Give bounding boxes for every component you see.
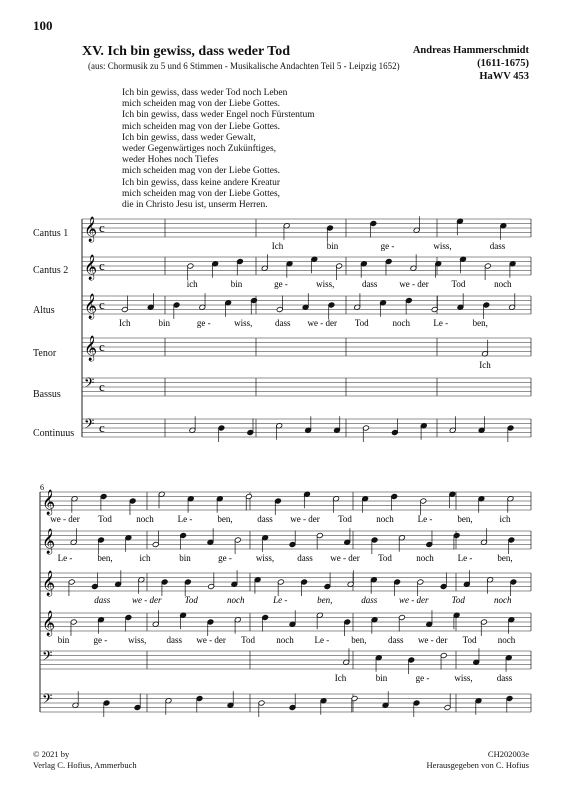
time-signature: c	[99, 220, 105, 235]
composer-dates: (1611-1675)	[477, 58, 529, 69]
text-line: die in Christo Jesu ist, unserm Herren.	[122, 200, 268, 211]
lyric-syllable: Ich	[334, 673, 347, 683]
lyric-syllable: ge -	[274, 279, 288, 289]
voice-label-continuus: Continuus	[33, 428, 75, 439]
lyric-syllable: Le -	[273, 595, 288, 605]
lyric-syllable: Tod	[378, 553, 392, 563]
editor-credit: Herausgegeben von C. Hofius	[426, 760, 529, 770]
text-line: Ich bin gewiss, dass weder Engel noch Fürstentum	[122, 110, 315, 121]
edition-code: CH202003e	[487, 749, 529, 759]
lyric-syllable: Tod	[241, 635, 256, 645]
text-line: Ich bin gewiss, dass weder Gewalt,	[122, 132, 256, 143]
time-signature: c	[99, 379, 105, 394]
footer-right	[427, 749, 529, 771]
voice-label-tenor: Tenor	[33, 348, 57, 359]
lyric-syllable: dass	[297, 553, 313, 563]
lyric-syllable: wiss,	[433, 241, 452, 251]
lyric-syllable: we - der	[399, 595, 429, 605]
lyric-syllable: noch	[376, 514, 394, 524]
lyric-syllable: dass	[361, 279, 378, 289]
lyric-syllable: ge -	[218, 553, 232, 563]
lyric-syllable: Ich	[271, 241, 284, 251]
voice-label-bassus: Bassus	[33, 389, 61, 400]
lyric-syllable: bin	[179, 553, 191, 563]
text-line: Ich bin gewiss, dass weder Tod noch Leben	[122, 88, 288, 98]
lyric-syllable: wiss,	[234, 318, 253, 328]
lyric-syllable: wiss,	[128, 635, 147, 645]
lyric-syllable: dass	[275, 318, 291, 328]
treble-clef-icon: 𝄞	[84, 216, 98, 241]
bass-clef-icon: 𝄢	[84, 377, 95, 394]
treble-clef-icon: 𝄞	[42, 489, 56, 514]
lyric-syllable: Le -	[457, 553, 473, 563]
lyric-syllable: Le -	[57, 553, 73, 563]
lyric-syllable: Ich	[479, 360, 491, 370]
lyric-syllable: Tod	[98, 514, 112, 524]
footer-left	[33, 749, 137, 771]
treble-clef-icon: 𝄞	[42, 570, 56, 595]
page-number: 100	[33, 18, 53, 33]
lyric-syllable: Tod	[451, 279, 466, 289]
time-signature: c	[99, 297, 105, 312]
lyric-syllable: Le -	[433, 318, 449, 328]
lyric-syllable: we - der	[399, 279, 429, 289]
text-line: weder Hohes noch Tiefes	[122, 155, 219, 166]
time-signature: c	[99, 420, 105, 435]
lyric-syllable: noch	[416, 553, 434, 563]
lyric-syllable: Tod	[354, 318, 369, 328]
lyric-syllable: ich	[139, 553, 151, 563]
lyric-syllable: ge -	[196, 318, 211, 328]
treble-clef-icon: 𝄞	[84, 293, 98, 318]
lyric-syllable: dass	[94, 595, 111, 605]
lyric-syllable: noch	[136, 514, 154, 524]
publisher: Verlag C. Hofius, Ammerbuch	[33, 760, 137, 770]
lyric-syllable: noch	[276, 635, 294, 645]
treble-clef-icon: 𝄞	[84, 335, 98, 360]
lyric-syllable: bin	[230, 279, 243, 289]
lyric-syllable: Tod	[338, 514, 352, 524]
voice-label-cantus1: Cantus 1	[33, 228, 69, 239]
lyric-syllable: dass	[388, 635, 404, 645]
lyric-syllable: Le -	[314, 635, 330, 645]
text-line: mich scheiden mag von der Liebe Gottes.	[122, 121, 281, 132]
bass-clef-icon: 𝄢	[84, 418, 95, 435]
lyric-syllable: noch	[227, 595, 245, 605]
measure-number: 6	[40, 483, 44, 492]
time-signature: c	[99, 258, 105, 273]
text-line: weder Gegenwärtiges noch Zukünftiges,	[122, 144, 277, 155]
lyric-syllable: ben,	[97, 553, 113, 563]
lyric-syllable: we - der	[307, 318, 337, 328]
text-line: Ich bin gewiss, dass keine andere Kreatur	[122, 177, 281, 188]
time-signature: c	[99, 339, 105, 354]
bass-clef-icon: 𝄢	[42, 693, 53, 710]
text-line: mich scheiden mag von der Liebe Gottes.	[122, 99, 281, 110]
treble-clef-icon: 𝄞	[84, 254, 98, 279]
text-line: mich scheiden mag von der Liebe Gottes.	[122, 166, 281, 177]
lyric-syllable: noch	[494, 279, 512, 289]
lyric-syllable: we - der	[290, 514, 320, 524]
lyric-syllable: we - der	[132, 595, 162, 605]
treble-clef-icon: 𝄞	[42, 528, 56, 553]
lyric-syllable: dass	[257, 514, 273, 524]
sung-lyrics	[50, 241, 516, 683]
treble-clef-icon: 𝄞	[42, 610, 56, 635]
source-subtitle: (aus: Chormusik zu 5 und 6 Stimmen - Musikalische Andachten Teil 5 - Leipzig 1652)	[88, 61, 400, 71]
lyric-syllable: Tod	[451, 595, 465, 605]
composer-name: Andreas Hammerschmidt	[412, 45, 529, 56]
lyric-syllable: we - der	[196, 635, 226, 645]
lyric-syllable: noch	[392, 318, 410, 328]
bass-clef-icon: 𝄢	[42, 650, 53, 667]
voice-label-altus: Altus	[33, 305, 55, 316]
lyric-syllable: Le -	[417, 514, 433, 524]
lyric-syllable: ben,	[317, 595, 333, 605]
lyric-syllable: dass	[361, 595, 378, 605]
lyric-syllable: bin	[326, 241, 339, 251]
catalog-number: HaWV 453	[479, 71, 529, 82]
lyric-syllable: wiss,	[316, 279, 335, 289]
lyric-syllable: Tod	[462, 635, 477, 645]
lyric-syllable: dass	[166, 635, 182, 645]
lyric-syllable: we - der	[50, 514, 80, 524]
copyright: © 2021 by	[33, 749, 70, 759]
text-line: mich scheiden mag von der Liebe Gottes,	[122, 188, 281, 199]
lyric-syllable: Tod	[184, 595, 198, 605]
lyric-syllable: wiss,	[255, 553, 275, 563]
lyric-syllable: we - der	[417, 635, 448, 645]
lyric-syllable: we - der	[330, 553, 360, 563]
lyric-syllable: ben,	[351, 635, 367, 645]
lyric-syllable: bin	[375, 673, 388, 683]
lyric-syllable: ge -	[380, 241, 395, 251]
lyric-syllable: ben,	[457, 514, 473, 524]
voice-label-cantus2: Cantus 2	[33, 265, 69, 276]
lyric-syllable: ben,	[217, 514, 233, 524]
lyric-syllable: dass	[496, 673, 513, 683]
lyric-syllable: dass	[489, 241, 506, 251]
lyric-syllable: Le -	[177, 514, 193, 524]
lyric-syllable: Ich	[119, 318, 131, 328]
lyric-syllable: ich	[499, 514, 511, 524]
lyric-syllable: ben,	[497, 553, 513, 563]
lyric-syllable: noch	[494, 595, 512, 605]
lyric-syllable: bin	[158, 318, 171, 328]
lyric-syllable: wiss,	[454, 673, 473, 683]
lyric-syllable: ge -	[93, 635, 108, 645]
lyric-syllable: bin	[57, 635, 70, 645]
lyric-syllable: noch	[497, 635, 516, 645]
lyric-syllable: ich	[186, 279, 198, 289]
lyric-syllable: ben,	[472, 318, 488, 328]
piece-title: XV. Ich bin gewiss, dass weder Tod	[82, 44, 290, 59]
lyric-syllable: ge -	[415, 673, 430, 683]
